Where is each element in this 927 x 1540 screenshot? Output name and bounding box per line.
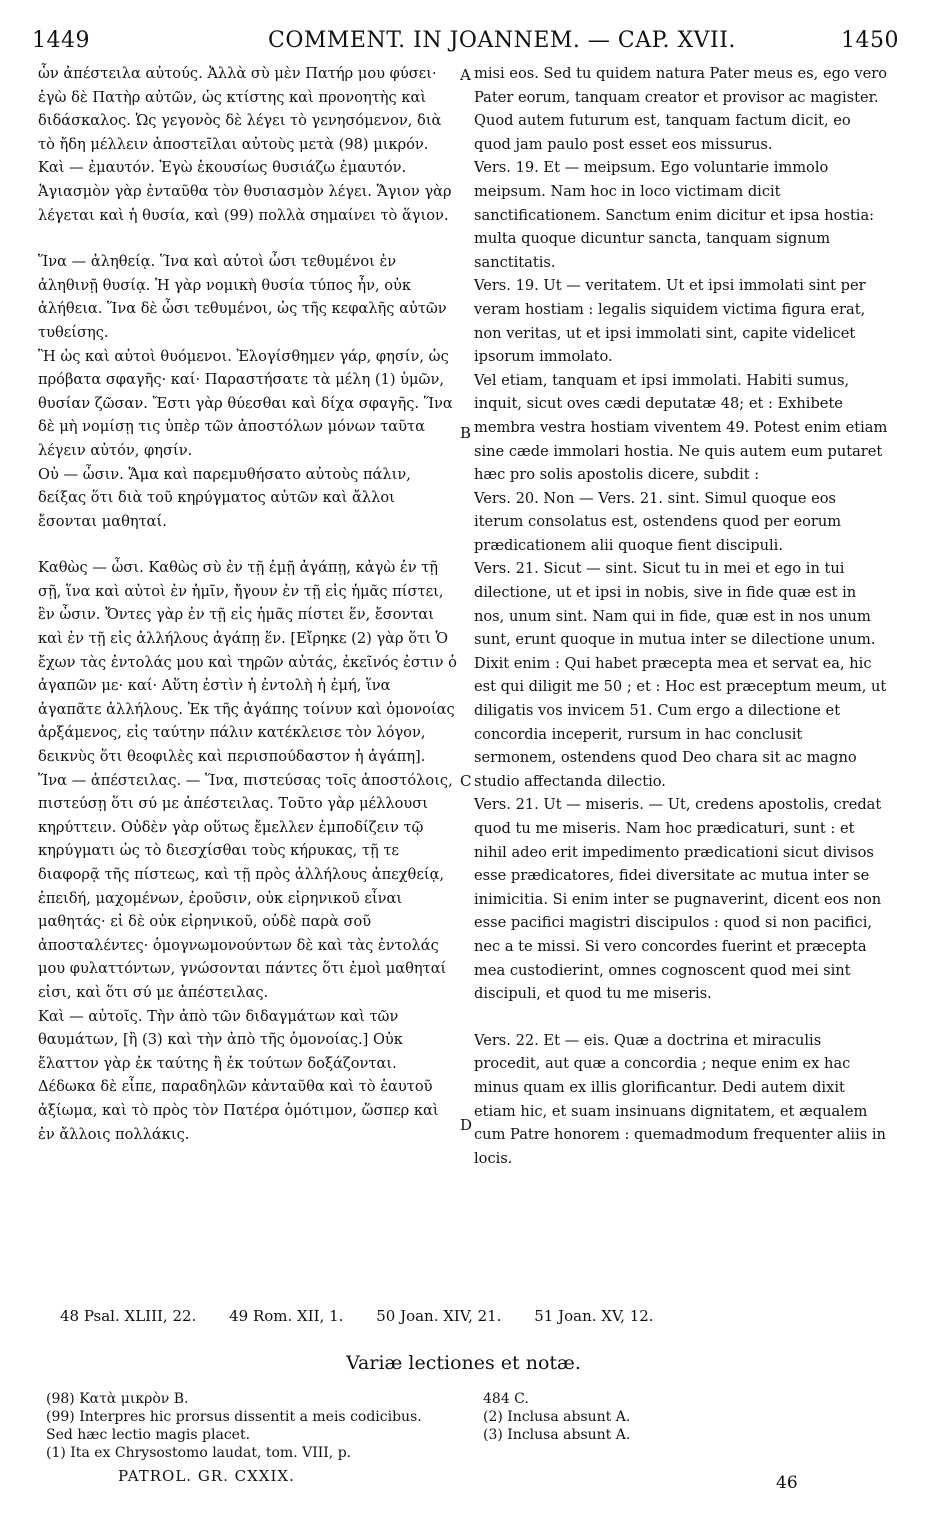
footnote: 48 Psal. XLIII, 22. — [60, 1307, 197, 1325]
variant-note: (1) Ita ex Chrysostomo laudat, tom. VIII, p. — [46, 1445, 352, 1461]
greek-column — [38, 62, 458, 1146]
latin-paragraph: Vers. 19. Ut — veritatem. Ut et ipsi immolati sint per veram hostiam : legalis siquidem victima figura erat, non veritas, ut et ipsi immolati sint, capite videlicet ipsorum immolato. — [474, 277, 866, 366]
latin-paragraph: Vers. 21. Ut — miseris. — Ut, credens apostolis, credat quod tu me miseris. Nam hoc prædicaturi, sunt : et nihil adeo erit impedimento prædicationi sicut divisos esse prædicatores, fidei diversitate ac mutua inter se inimicitia. Si enim inter se pugnaverint, dicent eos non esse pacifici magistri discipulos : quod si non pacifici, nec a te missi. Si vero concordes fuerint et præcepta mea custodierint, omnes cognoscent quod mei sint discipuli, et quod tu me miseris. — [474, 796, 882, 1003]
latin-paragraph: Vers. 22. Et — eis. Quæ a doctrina et miraculis procedit, aut quæ a concordia ; neque enim ex hac minus quam ex illis glorificantur. Dedi autem dixit etiam hic, et suam insinuans dignitatem, et æqualem cum Patre honorem : quemadmodum frequenter aliis in locis. — [474, 1031, 886, 1167]
running-title: COMMENT. IN JOANNEM. — CAP. XVII. — [268, 28, 736, 53]
variant-note: (99) Interpres hic prorsus dissentit a meis codicibus. Sed hæc lectio magis placet. — [46, 1409, 422, 1443]
variant-note: (2) Inclusa absunt A. — [483, 1409, 631, 1425]
page-number-right: 1450 — [841, 28, 899, 53]
greek-paragraph: Καὶ — ἐμαυτόν. Ἐγὼ ἑκουσίως θυσιάζω ἐμαυτόν. Ἁγιασμὸν γὰρ ἐνταῦθα τὸν θυσιασμὸν λέγει. Ἅγιον γὰρ λέγεται καὶ ἡ θυσία, καὶ (99) πολλὰ σημαίνει τὸ ἅγιον. — [38, 159, 452, 224]
variae-title: Variæ lectiones et notæ. — [346, 1352, 581, 1374]
margin-letter: B — [460, 424, 472, 442]
patrologia-signature: PATROL. GR. CXXIX. — [118, 1467, 295, 1485]
latin-column — [474, 62, 889, 1170]
latin-paragraph: Vel etiam, tanquam et ipsi immolati. Habiti sumus, inquit, sicut oves cædi deputatæ 48; et : Exhibete membra vestra hostiam viventem 49. Potest enim etiam sine cæde immolari hostia. Ne quis autem eum putaret hæc pro solis apostolis dicere, subdit : — [474, 371, 888, 484]
margin-letter: A — [460, 66, 471, 84]
margin-letter: D — [460, 1116, 473, 1134]
variae-left — [46, 1390, 441, 1462]
margin-letter: C — [460, 772, 472, 790]
page-number: 46 — [776, 1473, 798, 1493]
footnote: 50 Joan. XIV, 21. — [376, 1307, 502, 1325]
greek-paragraph: Καθὼς — ὦσι. Καθὼς σὺ ἐν τῇ ἐμῇ ἀγάπῃ, κἀγὼ ἐν τῇ σῇ, ἵνα καὶ αὐτοὶ ἐν ἡμῖν, ἤγουν ἐν τῇ εἰς ἡμᾶς πίστει, ἓν ὦσιν. Ὄντες γὰρ ἐν τῇ εἰς ἡμᾶς πίστει ἕν, ἔσονται καὶ ἐν τῇ εἰς ἀλλήλους ἀγάπῃ ἕν. [Εἴρηκε (2) γὰρ ὅτι Ὁ ἔχων τὰς ἐντολάς μου καὶ τηρῶν αὐτάς, ἐκεῖνός ἐστιν ὁ ἀγαπῶν με· καί· Αὕτη ἐστὶν ἡ ἐντολὴ ἡ ἐμή, ἵνα ἀγαπᾶτε ἀλλήλους. Ἐκ τῆς ἀγάπης τοίνυν καὶ ὁμονοίας ἀρξάμενος, εἰς ταύτην πάλιν κατέκλεισε τὸν λόγον, δεικνὺς ὅτι θεοφιλὲς καὶ περισπούδαστον ἡ ἀγάπη]. — [38, 559, 457, 766]
footnotes — [60, 1307, 880, 1325]
greek-paragraph: ὧν ἀπέστειλα αὐτούς. Ἀλλὰ σὺ μὲν Πατήρ μου φύσει· ἐγὼ δὲ Πατὴρ αὐτῶν, ὡς κτίστης καὶ προνοητὴς καὶ διδάσκαλος. Ὡς γεγονὸς δὲ λέγει τὸ γενησόμενον, διὰ τὸ ἤδη μέλλειν ἀποστεῖλαι αὐτοὺς μετὰ (98) μικρόν. — [38, 65, 442, 153]
variae-right — [483, 1390, 883, 1444]
greek-paragraph: Καὶ — αὐτοῖς. Τὴν ἀπὸ τῶν διδαγμάτων καὶ τῶν θαυμάτων, [ἢ (3) καὶ τὴν ἀπὸ τῆς ὁμονοίας.] Οὐκ ἔλαττον γὰρ ἐκ ταύτης ἢ ἐκ τούτων δοξάζονται. Δέδωκα δὲ εἶπε, παραδηλῶν κἀνταῦθα καὶ τὸ ἑαυτοῦ ἀξίωμα, καὶ τὸ πρὸς τὸν Πατέρα ὁμότιμον, ὥσπερ καὶ ἐν ἄλλοις πολλάκις. — [38, 1007, 439, 1143]
greek-paragraph: Οὐ — ὦσιν. Ἅμα καὶ παρεμυθήσατο αὐτοὺς πάλιν, δείξας ὅτι διὰ τοῦ κηρύγματος αὐτῶν καὶ ἄλλοι ἔσονται μαθηταί. — [38, 465, 411, 530]
latin-paragraph: Vers. 21. Sicut — sint. Sicut tu in mei et ego in tui dilectione, ut et ipsi in nobis, sive in fide quæ est in nos, unum sint. Nam qui in fide, quæ est in nos unum sunt, erunt quoque in mutua inter se dilectione unum. Dixit enim : Qui habet præcepta mea et servat ea, hic est qui diligit me 50 ; et : Hoc est præceptum meum, ut diligatis vos invicem 51. Cum ergo a dilectione et concordia inceperit, rursum in hac conclusit sermonem, ostendens quod Deo chara sit ac magno studio affectanda dilectio. — [474, 560, 887, 790]
greek-paragraph: Ἢ ὡς καὶ αὐτοὶ θυόμενοι. Ἐλογίσθημεν γάρ, φησίν, ὡς πρόβατα σφαγῆς· καί· Παραστήσατε τὰ μέλη (1) ὑμῶν, θυσίαν ζῶσαν. Ἔστι γὰρ θύεσθαι καὶ δίχα σφαγῆς. Ἵνα δὲ μὴ νομίσῃ τις ὑπὲρ τῶν ἀποστόλων μόνων ταῦτα λέγειν αὐτόν, φησίν. — [38, 347, 453, 459]
greek-paragraph: Ἵνα — ἀληθείᾳ. Ἵνα καὶ αὐτοὶ ὦσι τεθυμένοι ἐν ἀληθινῇ θυσίᾳ. Ἡ γὰρ νομικὴ θυσία τύπος ἦν, οὐκ ἀλήθεια. Ἵνα δὲ ὦσι τεθυμένοι, ὡς τῆς κεφαλῆς αὐτῶν τυθείσης. — [38, 253, 447, 341]
latin-paragraph: misi eos. Sed tu quidem natura Pater meus es, ego vero Pater eorum, tanquam creator et provisor ac magister. Quod autem futurum est, tanquam factum dicit, eo quod jam paulo post esset eos missurus. — [474, 65, 887, 153]
footnote: 49 Rom. XII, 1. — [229, 1307, 344, 1325]
variant-note: (3) Inclusa absunt A. — [483, 1427, 631, 1443]
running-header — [0, 28, 927, 58]
variant-note: (98) Κατὰ μικρὸν B. — [46, 1391, 189, 1407]
latin-paragraph: Vers. 19. Et — meipsum. Ego voluntarie immolo meipsum. Nam hoc in loco victimam dicit sanctificationem. Sanctum enim dicitur et ipsa hostia: multa quoque dicuntur sancta, tanquam signum sanctitatis. — [474, 159, 875, 271]
greek-paragraph: Ἵνα — ἀπέστειλας. — Ἵνα, πιστεύσας τοῖς ἀποστόλοις, πιστεύσῃ ὅτι σύ με ἀπέστειλας. Τοῦτο γὰρ μέλλουσι κηρύττειν. Οὐδὲν γὰρ οὕτως ἔμελλεν ἐμποδίζειν τῷ κηρύγματι ὡς τὸ διεσχίσθαι τοὺς κήρυκας, τῇ τε διαφορᾷ τῆς πίστεως, καὶ τῇ πρὸς ἀλλήλους ἀπεχθείᾳ, ἐπειδή, μαχομένων, ἐροῦσιν, οὐκ εἰρηνικοῦ εἶναι μαθητάς· εἰ δὲ οὐκ εἰρηνικοῦ, οὐδὲ παρὰ σοῦ ἀποσταλέντες· ὁμογνωμονούντων δὲ καὶ τὰς ἐντολάς μου φυλαττόντων, γνώσονται πάντες ὅτι ἐμοὶ μαθηταί εἰσι, καὶ ὅτι σύ με ἀπέστειλας. — [38, 771, 453, 1001]
latin-paragraph: Vers. 20. Non — Vers. 21. sint. Simul quoque eos iterum consolatus est, ostendens quod per eorum prædicationem alii quoque fient discipuli. — [474, 489, 842, 554]
footnote: 51 Joan. XV, 12. — [534, 1307, 654, 1325]
variant-note: 484 C. — [483, 1391, 529, 1407]
page-number-left: 1449 — [32, 28, 90, 53]
